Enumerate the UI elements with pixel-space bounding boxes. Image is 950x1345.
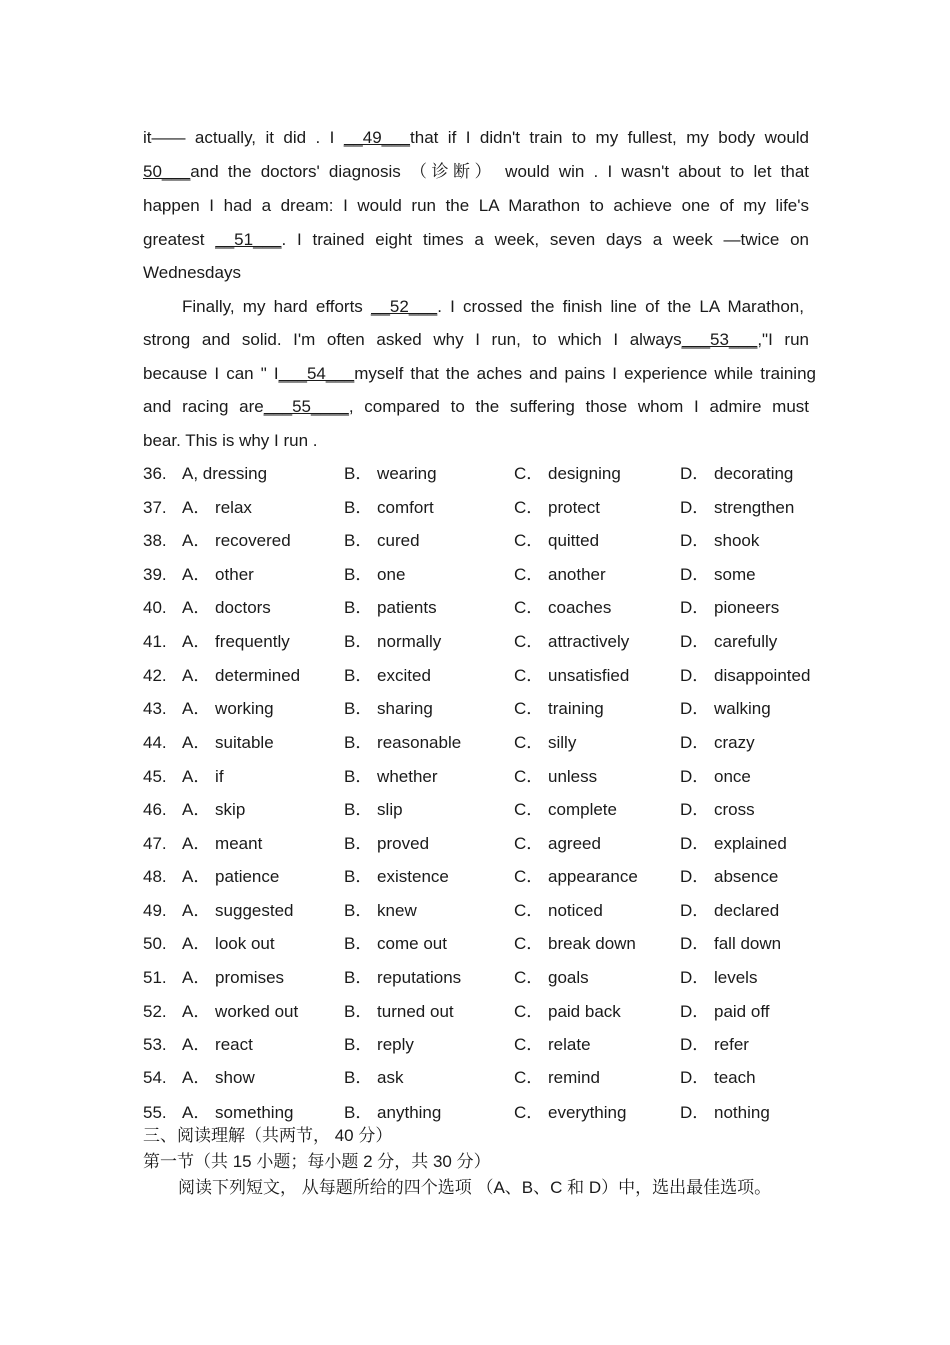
option-c: C． relate bbox=[514, 1035, 591, 1054]
passage-line bbox=[143, 121, 809, 155]
text: Finally, my hard efforts bbox=[182, 297, 372, 316]
option-b: B． excited bbox=[344, 666, 431, 685]
question-row bbox=[143, 793, 863, 827]
text: that if I didn't train to my fullest, my body would bbox=[410, 128, 809, 147]
question-number: 38. bbox=[143, 531, 167, 550]
option-b: B． anything bbox=[344, 1103, 442, 1122]
blank-53: ___53___ bbox=[681, 330, 758, 349]
option-b: B． whether bbox=[344, 767, 438, 786]
option-d: D． explained bbox=[680, 834, 787, 853]
passage-line bbox=[143, 323, 809, 357]
question-row bbox=[143, 558, 863, 592]
option-b: B． sharing bbox=[344, 699, 433, 718]
blank-50: 50___ bbox=[143, 162, 191, 181]
question-number: 51. bbox=[143, 968, 167, 987]
option-b: B． patients bbox=[344, 598, 437, 617]
question-number: 54. bbox=[143, 1068, 167, 1087]
option-c: C． break down bbox=[514, 934, 636, 953]
question-number: 41. bbox=[143, 632, 167, 651]
option-a: A． patience bbox=[182, 867, 280, 886]
option-c: C． remind bbox=[514, 1068, 600, 1087]
text: greatest bbox=[143, 230, 216, 249]
option-c: C． unless bbox=[514, 767, 598, 786]
option-c: C． appearance bbox=[514, 867, 638, 886]
option-a: A． skip bbox=[182, 800, 246, 819]
question-number: 49. bbox=[143, 901, 167, 920]
question-row bbox=[143, 591, 863, 625]
option-c: C． quitted bbox=[514, 531, 600, 550]
question-number: 53. bbox=[143, 1035, 167, 1054]
option-b: B． reputations bbox=[344, 968, 462, 987]
option-c: C． agreed bbox=[514, 834, 601, 853]
section-part-header: 第一节（共 15 小题；每小题 2 分，共 30 分） bbox=[143, 1152, 491, 1171]
question-number: 39. bbox=[143, 565, 167, 584]
question-number: 52. bbox=[143, 1002, 167, 1021]
option-a: A． something bbox=[182, 1103, 294, 1122]
option-b: B． slip bbox=[344, 800, 403, 819]
text: because I can " I bbox=[143, 364, 279, 383]
section-title: 三、阅读理解（共两节， 40 分） bbox=[143, 1126, 393, 1145]
option-a: A． recovered bbox=[182, 531, 291, 550]
option-a: A． doctors bbox=[182, 598, 271, 617]
option-a: A． frequently bbox=[182, 632, 290, 651]
option-d: D． shook bbox=[680, 531, 760, 550]
option-d: D． pioneers bbox=[680, 598, 780, 617]
text: and racing are bbox=[143, 397, 264, 416]
option-d: D． absence bbox=[680, 867, 779, 886]
question-row bbox=[143, 760, 863, 794]
question-row bbox=[143, 1061, 863, 1095]
option-d: D． decorating bbox=[680, 464, 794, 483]
option-d: D． carefully bbox=[680, 632, 778, 651]
question-number: 55. bbox=[143, 1103, 167, 1122]
option-c: C． complete bbox=[514, 800, 617, 819]
option-c: C． everything bbox=[514, 1103, 627, 1122]
option-c: C． attractively bbox=[514, 632, 630, 651]
blank-49: __49___ bbox=[343, 128, 411, 147]
option-a: A． meant bbox=[182, 834, 263, 853]
option-b: B． wearing bbox=[344, 464, 437, 483]
option-b: B． ask bbox=[344, 1068, 404, 1087]
option-a: A． show bbox=[182, 1068, 255, 1087]
option-d: D． crazy bbox=[680, 733, 755, 752]
question-number: 48. bbox=[143, 867, 167, 886]
option-b: B． existence bbox=[344, 867, 449, 886]
option-a: A． suggested bbox=[182, 901, 294, 920]
option-a: A． relax bbox=[182, 498, 252, 517]
option-b: B． reply bbox=[344, 1035, 414, 1054]
passage-line bbox=[143, 223, 809, 257]
option-d: D． declared bbox=[680, 901, 780, 920]
option-d: D． refer bbox=[680, 1035, 749, 1054]
question-row bbox=[143, 692, 863, 726]
text: and the doctors' diagnosis （诊断） would win . I wasn't about to let that bbox=[190, 162, 809, 181]
option-a: A． look out bbox=[182, 934, 275, 953]
option-d: D． once bbox=[680, 767, 751, 786]
blank-51: __51___ bbox=[215, 230, 282, 249]
text: Wednesdays bbox=[143, 263, 241, 282]
question-number: 44. bbox=[143, 733, 167, 752]
option-a: A． suitable bbox=[182, 733, 274, 752]
passage-line bbox=[143, 256, 809, 290]
option-d: D． cross bbox=[680, 800, 755, 819]
question-row bbox=[143, 1028, 863, 1062]
option-d: D． disappointed bbox=[680, 666, 811, 685]
option-d: D． teach bbox=[680, 1068, 756, 1087]
option-c: C． paid back bbox=[514, 1002, 621, 1021]
text: ,"I run bbox=[757, 330, 809, 349]
option-b: B． come out bbox=[344, 934, 447, 953]
question-number: 47. bbox=[143, 834, 167, 853]
text: bear. This is why I run . bbox=[143, 431, 318, 450]
question-number: 40. bbox=[143, 598, 167, 617]
blank-52: __52___ bbox=[371, 297, 438, 316]
passage-line bbox=[143, 390, 809, 424]
question-number: 46. bbox=[143, 800, 167, 819]
passage-line bbox=[182, 290, 804, 324]
option-d: D． levels bbox=[680, 968, 758, 987]
question-row bbox=[143, 827, 863, 861]
option-a: A． worked out bbox=[182, 1002, 299, 1021]
text: , compared to the suffering those whom I admire must bbox=[348, 397, 809, 416]
option-b: B． turned out bbox=[344, 1002, 454, 1021]
option-b: B． proved bbox=[344, 834, 430, 853]
question-row bbox=[143, 860, 863, 894]
option-a: A． if bbox=[182, 767, 224, 786]
text: . I trained eight times a week, seven days a week —twice on bbox=[281, 230, 809, 249]
question-row bbox=[143, 894, 863, 928]
option-d: D． some bbox=[680, 565, 756, 584]
question-number: 37. bbox=[143, 498, 167, 517]
option-d: D． paid off bbox=[680, 1002, 770, 1021]
option-a: A． other bbox=[182, 565, 254, 584]
option-a: A． react bbox=[182, 1035, 253, 1054]
option-c: C． protect bbox=[514, 498, 600, 517]
question-number: 43. bbox=[143, 699, 167, 718]
option-c: C． coaches bbox=[514, 598, 612, 617]
option-c: C． goals bbox=[514, 968, 589, 987]
question-row bbox=[143, 457, 863, 491]
question-number: 45. bbox=[143, 767, 167, 786]
option-b: B． one bbox=[344, 565, 406, 584]
option-d: D． walking bbox=[680, 699, 771, 718]
section-instruction: 阅读下列短文， 从每题所给的四个选项 （A、B、C 和 D）中，选出最佳选项。 bbox=[178, 1178, 772, 1197]
question-row bbox=[143, 995, 863, 1029]
question-row bbox=[143, 524, 863, 558]
question-row bbox=[143, 961, 863, 995]
option-c: C． training bbox=[514, 699, 604, 718]
option-a: A． determined bbox=[182, 666, 301, 685]
passage-line bbox=[143, 424, 809, 458]
option-b: B． knew bbox=[344, 901, 417, 920]
option-b: B． reasonable bbox=[344, 733, 462, 752]
option-c: C． noticed bbox=[514, 901, 603, 920]
text: myself that the aches and pains I experience while training bbox=[354, 364, 816, 383]
option-b: B． cured bbox=[344, 531, 420, 550]
blank-54: ___54___ bbox=[278, 364, 355, 383]
passage-line bbox=[143, 189, 809, 223]
option-d: D． nothing bbox=[680, 1103, 770, 1122]
question-row bbox=[143, 927, 863, 961]
option-b: B． comfort bbox=[344, 498, 434, 517]
question-row bbox=[143, 726, 863, 760]
text: happen I had a dream: I would run the LA Marathon to achieve one of my life's bbox=[143, 196, 809, 215]
question-row bbox=[143, 659, 863, 693]
option-c: C． unsatisfied bbox=[514, 666, 630, 685]
text: . I crossed the finish line of the LA Marathon, bbox=[437, 297, 804, 316]
option-a: A． working bbox=[182, 699, 274, 718]
question-number: 50. bbox=[143, 934, 167, 953]
text: strong and solid. I'm often asked why I run, to which I always bbox=[143, 330, 682, 349]
passage-line bbox=[143, 155, 809, 189]
option-d: D． fall down bbox=[680, 934, 782, 953]
question-number: 42. bbox=[143, 666, 167, 685]
option-b: B． normally bbox=[344, 632, 442, 651]
option-a: A, dressing bbox=[182, 464, 268, 483]
option-d: D． strengthen bbox=[680, 498, 795, 517]
blank-55: ___55____ bbox=[263, 397, 349, 416]
passage-line bbox=[143, 357, 816, 391]
text: it—— actually, it did . I bbox=[143, 128, 344, 147]
question-number: 36. bbox=[143, 464, 167, 483]
option-c: C． another bbox=[514, 565, 606, 584]
option-c: C． silly bbox=[514, 733, 577, 752]
question-row bbox=[143, 491, 863, 525]
option-c: C． designing bbox=[514, 464, 621, 483]
question-row bbox=[143, 625, 863, 659]
option-a: A． promises bbox=[182, 968, 285, 987]
